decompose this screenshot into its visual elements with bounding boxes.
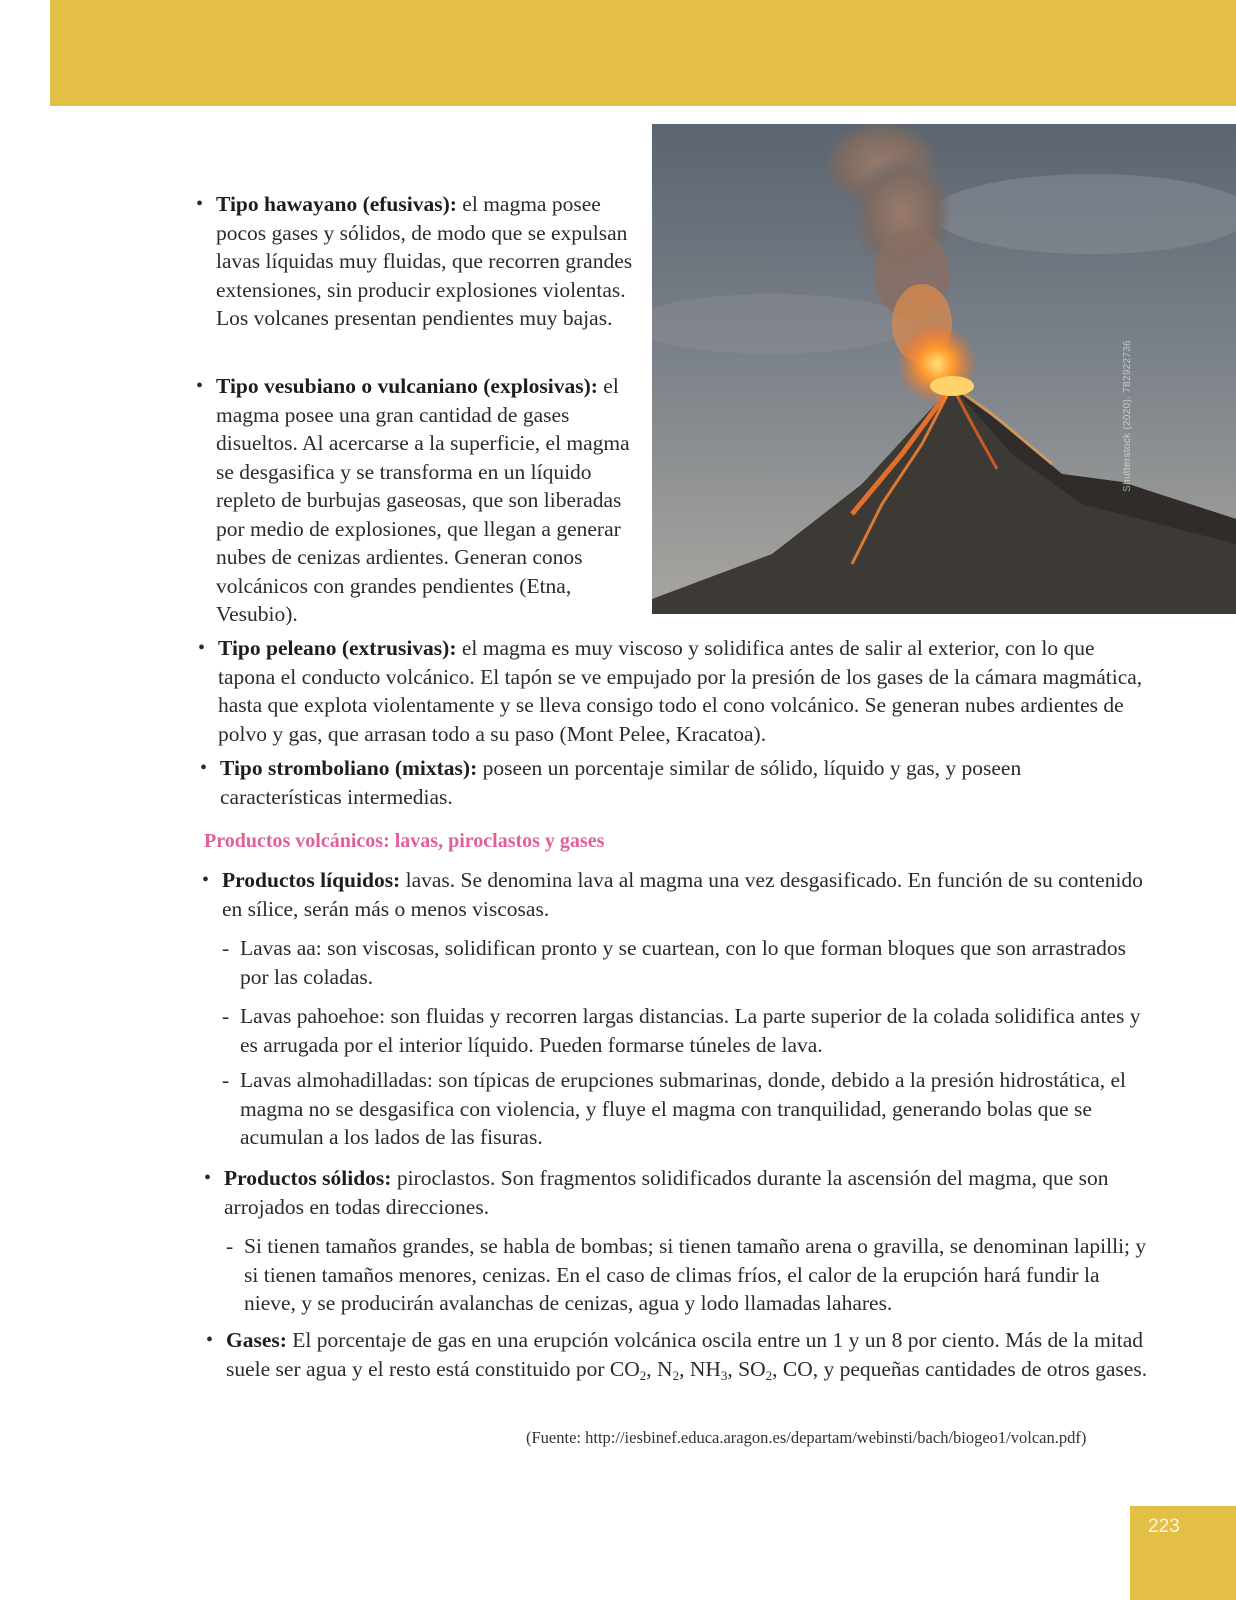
product-solidos [204, 1164, 1150, 1221]
sub-text: Si tienen tamaños grandes, se habla de bombas; si tienen tamaño arena o gravilla, se denominan lapilli; y si tienen tamaños menores, cenizas. En el caso de climas fríos, el calor de la erupción hará fundir la nieve, y se producirán avalanchas de cenizas, agua y lodo llamadas lahares. [244, 1234, 1147, 1315]
sub-lavas-aa [220, 934, 1148, 991]
page-number-tab [1130, 1506, 1236, 1600]
product-liquidos [202, 866, 1148, 923]
gases-text: , SO [727, 1356, 766, 1381]
sub-lavas-pahoehoe [220, 1002, 1148, 1059]
gases-text: , N [646, 1356, 673, 1381]
header-band [50, 0, 1236, 106]
bullet-text: el magma posee pocos gases y sólidos, de modo que se expulsan lavas líquidas muy fluidas, que recorren grandes extensiones, sin producir explosiones violentas. Los volcanes presentan pendientes muy bajas. [216, 192, 633, 330]
bullet-text: lavas. Se denomina lava al magma una vez desgasificado. En función de su contenido en sílice, serán más o menos viscosas. [222, 868, 1143, 921]
bullet-stromboliano [200, 754, 1146, 811]
bullet-text: poseen un porcentaje similar de sólido, líquido y gas, y poseen características intermedias. [220, 756, 1022, 809]
gases-text: , CO, y pequeñas cantidades de otros gases. [772, 1356, 1148, 1381]
sub-title: Lavas aa: [240, 936, 322, 960]
bullet-peleano [198, 634, 1144, 748]
sub-title: Lavas pahoehoe: [240, 1004, 386, 1028]
product-gases [206, 1326, 1152, 1383]
gases-text: , NH [679, 1356, 721, 1381]
bullet-title: Tipo peleano (extrusivas): [218, 636, 457, 660]
sub-text: son viscosas, solidifican pronto y se cuartean, con lo que forman bloques que son arrastrados por las coladas. [240, 936, 1127, 989]
sub-title: Lavas almohadilladas: [240, 1068, 433, 1092]
volcano-photo [652, 124, 1236, 614]
sub-text: son típicas de erupciones submarinas, donde, debido a la presión hidrostática, el magma no se desgasifica con violencia, y fluye el magma con tranquilidad, generando bolas que se acumulan a los lados de las fisuras. [240, 1068, 1127, 1149]
subscript: 2 [639, 1367, 647, 1383]
bullet-title: Tipo hawayano (efusivas): [216, 192, 457, 216]
page-number: 223 [1148, 1516, 1180, 1537]
bullet-title: Tipo stromboliano (mixtas): [220, 756, 478, 780]
gases-text: El porcentaje de gas en una erupción volcánica oscila entre un 1 y un 8 por ciento. Más de la mitad suele ser agua y el resto está constituido por CO [226, 1328, 1144, 1381]
section-title: Productos volcánicos: lavas, piroclastos y gases [204, 830, 605, 852]
photo-credit: Shutterstock (2020). 782922736 [1122, 340, 1133, 492]
bullet-title: Gases: [226, 1328, 287, 1352]
source-citation: (Fuente: http://iesbinef.educa.aragon.es/departam/webinsti/bach/biogeo1/volcan.pdf) [526, 1428, 1087, 1447]
subscript: 2 [765, 1367, 773, 1383]
bullet-vesubiano [196, 372, 640, 629]
sub-lavas-almohadilladas [220, 1066, 1148, 1152]
bullet-text: el magma posee una gran cantidad de gases disueltos. Al acercarse a la superficie, el magma se desgasifica y se transforma en un líquido repleto de burbujas gaseosas, que son liberadas por medio de explosiones, que llegan a generar nubes de cenizas ardientes. Generan conos volcánicos con grandes pendientes (Etna, Vesubio). [216, 374, 630, 626]
sub-bombas [224, 1232, 1152, 1318]
bullet-text: piroclastos. Son fragmentos solidificados durante la ascensión del magma, que son arrojados en todas direcciones. [224, 1166, 1109, 1219]
bullet-title: Tipo vesubiano o vulcaniano (explosivas): [216, 374, 598, 398]
bullet-title: Productos líquidos: [222, 868, 401, 892]
sub-text: son fluidas y recorren largas distancias. La parte superior de la colada solidifica antes y es arrugada por el interior líquido. Pueden formarse túneles de lava. [240, 1004, 1141, 1057]
bullet-hawaiano [196, 190, 640, 333]
bullet-text: el magma es muy viscoso y solidifica antes de salir al exterior, con lo que tapona el conducto volcánico. El tapón se ve empujado por la presión de los gases de la cámara magmática, hasta que explota violentamente y se lleva consigo todo el cono volcánico. Se generan nubes ardientes de polvo y gas, que arrasan todo a su paso (Mont Pelee, Kracatoa). [218, 636, 1143, 746]
subscript: 3 [720, 1367, 728, 1383]
bullet-title: Productos sólidos: [224, 1166, 392, 1190]
subscript: 2 [672, 1367, 680, 1383]
